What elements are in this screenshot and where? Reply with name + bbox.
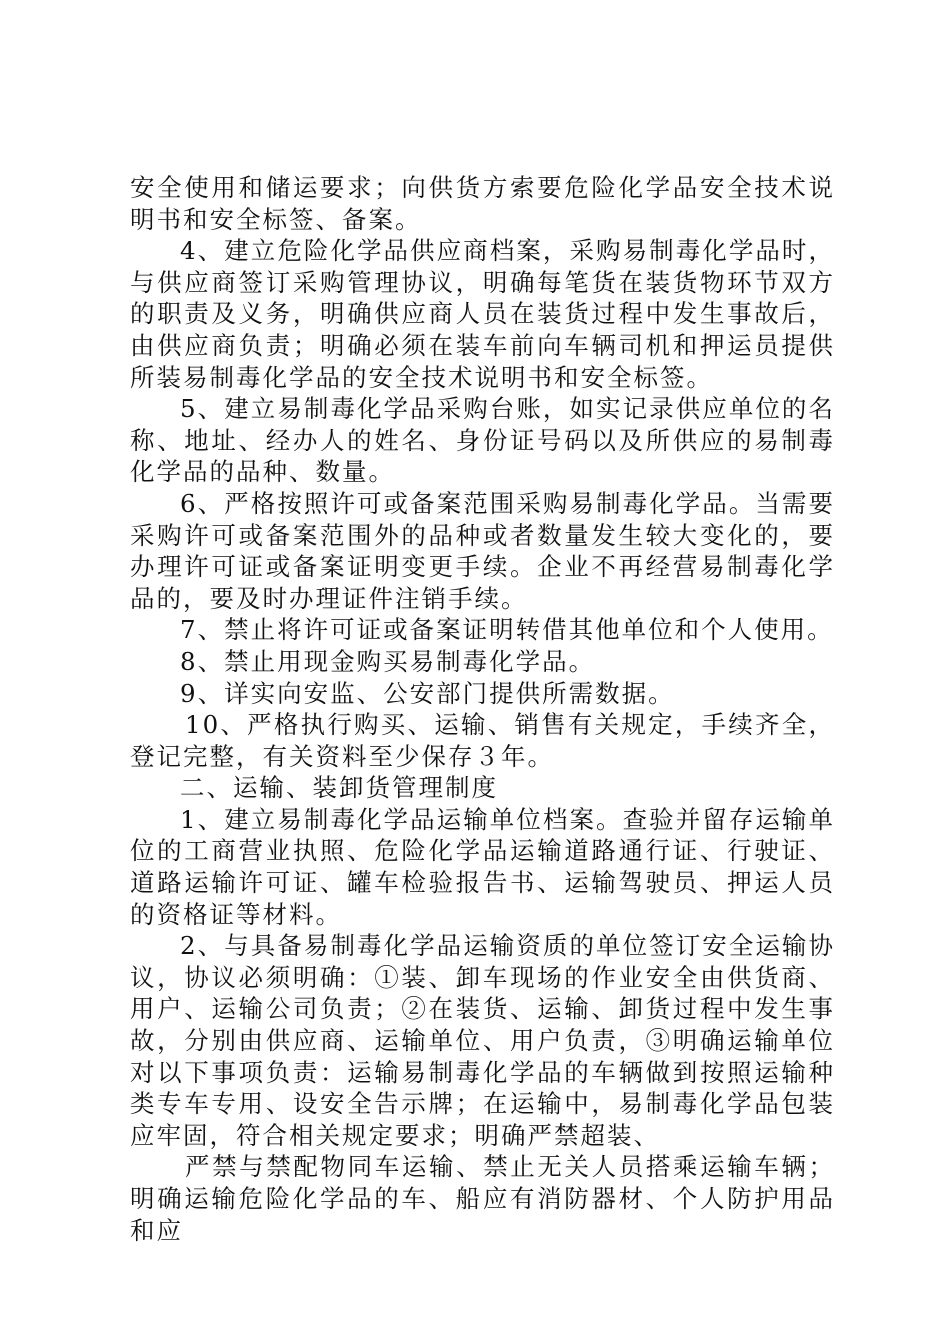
paragraph-transport-1: 1、建立易制毒化学品运输单位档案。查验并留存运输单位的工商营业执照、危险化学品运输道路通行证、行驶证、道路运输许可证、罐车检验报告书、运输驾驶员、押运人员的资格证等材料。 (130, 804, 835, 929)
paragraph-transport-continuation: 严禁与禁配物同车运输、禁止无关人员搭乘运输车辆；明确运输危险化学品的车、船应有消防器材、个人防护用品和应 (130, 1152, 835, 1245)
document-body (130, 172, 835, 1246)
paragraph-continuation: 安全使用和储运要求；向供货方索要危险化学品安全技术说明书和安全标签、备案。 (130, 173, 835, 234)
section-heading: 二、运输、装卸货管理制度 (180, 773, 498, 803)
paragraph-item-9: 9、详实向安监、公安部门提供所需数据。 (180, 678, 675, 708)
paragraph-item-6: 6、严格按照许可或备案范围采购易制毒化学品。当需要采购许可或备案范围外的品种或者数量发生较大变化的，要办理许可证或备案证明变更手续。企业不再经营易制毒化学品的，要及时办理证件注销手续。 (130, 488, 835, 613)
paragraph-item-4: 4、建立危险化学品供应商档案，采购易制毒化学品时，与供应商签订采购管理协议，明确每笔货在装货物环节双方的职责及义务，明确供应商人员在装货过程中发生事故后，由供应商负责；明确必须在装车前向车辆司机和押运员提供所装易制毒化学品的安全技术说明书和安全标签。 (130, 236, 835, 392)
paragraph-item-10: 10、严格执行购买、运输、销售有关规定，手续齐全，登记完整，有关资料至少保存３年。 (130, 710, 835, 771)
paragraph-item-8: 8、禁止用现金购买易制毒化学品。 (180, 646, 596, 676)
paragraph-transport-2: 2、与具备易制毒化学品运输资质的单位签订安全运输协议，协议必须明确：①装、卸车现场的作业安全由供货商、用户、运输公司负责；②在装货、运输、卸货过程中发生事故，分别由供应商、运输单位、用户负责，③明确运输单位对以下事项负责：运输易制毒化学品的车辆做到按照运输种类专车专用、设安全告示牌；在运输中，易制毒化学品包装应牢固，符合相关规定要求；明确严禁超装、 (130, 931, 835, 1150)
paragraph-item-5: 5、建立易制毒化学品采购台账，如实记录供应单位的名称、地址、经办人的姓名、身份证号码以及所供应的易制毒化学品的品种、数量。 (130, 394, 835, 487)
paragraph-item-7: 7、禁止将许可证或备案证明转借其他单位和个人使用。 (180, 615, 834, 645)
